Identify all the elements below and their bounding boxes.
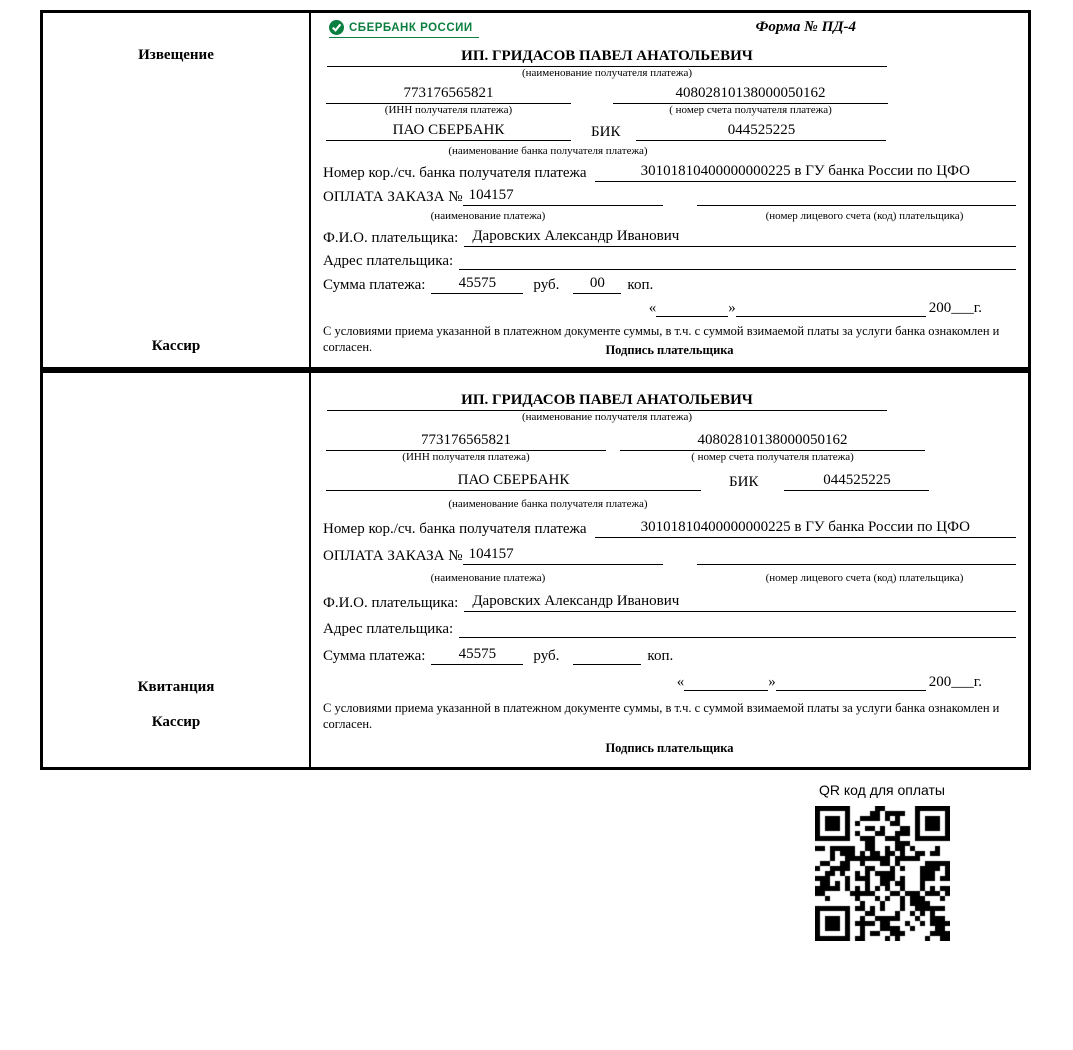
bank-row (323, 471, 1016, 491)
bank-caption: (наименование банка получателя платежа) (448, 145, 648, 157)
purpose-label: ОПЛАТА ЗАКАЗА № (323, 189, 463, 205)
kop-label: коп. (627, 277, 654, 293)
date-row (323, 298, 1016, 317)
recipient-caption: (наименование получателя платежа) (521, 67, 693, 79)
notice-section (40, 10, 1031, 370)
address-label: Адрес плательщика: (323, 621, 454, 637)
address-label: Адрес плательщика: (323, 253, 454, 269)
inn-account-row (323, 431, 1016, 464)
payer-label: Ф.И.О. плательщика: (323, 230, 459, 246)
year-label: 200___г. (928, 674, 982, 690)
quote-close: » (728, 300, 736, 316)
amount-rub: 45575 (431, 645, 523, 665)
payer-account-line (697, 546, 1016, 565)
qr-code-image (815, 806, 950, 941)
bik-label: БИК (591, 124, 621, 140)
account-group (613, 84, 888, 117)
recipient-name: ИП. ГРИДАСОВ ПАВЕЛ АНАТОЛЬЕВИЧ (327, 391, 887, 411)
order-number: 104157 (463, 186, 663, 206)
receipt-form-body (311, 373, 1028, 767)
inn-value: 773176565821 (326, 84, 571, 104)
recipient-name: ИП. ГРИДАСОВ ПАВЕЛ АНАТОЛЬЕВИЧ (327, 47, 887, 67)
sberbank-logo-text: СБЕРБАНК РОССИИ (349, 21, 473, 34)
bik-label: БИК (729, 474, 759, 490)
purpose-row (323, 545, 1016, 565)
corr-row (323, 518, 1016, 538)
address-value (459, 619, 1016, 638)
quote-close: » (768, 674, 776, 690)
qr-caption: QR код для оплаты (818, 782, 945, 798)
amount-label: Сумма платежа: (323, 648, 426, 664)
date-day-line (684, 672, 768, 691)
corr-value: 30101810400000000225 в ГУ банка России по ЦФО (595, 518, 1016, 538)
bank-name: ПАО СБЕРБАНК (326, 121, 571, 141)
address-value (459, 251, 1016, 270)
date-row (323, 672, 1016, 691)
sberbank-logo-icon (329, 20, 344, 35)
kop-label: коп. (647, 648, 674, 664)
address-row (323, 619, 1016, 638)
account-caption: ( номер счета получателя платежа) (691, 451, 854, 463)
address-row (323, 251, 1016, 270)
year-label: 200___г. (928, 300, 982, 316)
account-value: 40802810138000050162 (613, 84, 888, 104)
account-group (620, 431, 925, 464)
quote-open: « (676, 674, 685, 690)
quote-open: « (648, 300, 657, 316)
receipt-title: Квитанция (137, 679, 215, 695)
payer-label: Ф.И.О. плательщика: (323, 595, 459, 611)
payer-account-line (697, 187, 1016, 206)
cashier-label: Кассир (151, 714, 201, 730)
corr-label: Номер кор./сч. банка получателя платежа (323, 521, 587, 537)
purpose-caption: (наименование платежа) (430, 572, 546, 584)
bank-caption-row (323, 145, 1016, 158)
payer-name: Даровских Александр Иванович (464, 592, 1016, 612)
bank-caption-row (323, 498, 1016, 511)
corr-row (323, 162, 1016, 182)
recipient-block (327, 47, 887, 80)
sberbank-logo (329, 19, 479, 38)
bank-row (323, 121, 1016, 141)
purpose-caption: (наименование платежа) (430, 210, 546, 222)
date-month-line (736, 298, 926, 317)
notice-form-body (311, 13, 1028, 367)
corr-value: 30101810400000000225 в ГУ банка России по ЦФО (595, 162, 1016, 182)
receipt-section (40, 370, 1031, 770)
date-month-line (776, 672, 926, 691)
notice-title: Извещение (138, 47, 214, 63)
rub-label: руб. (533, 277, 560, 293)
receipt-left-column (43, 373, 311, 767)
bik-value: 044525225 (784, 471, 929, 491)
cashier-label: Кассир (151, 338, 201, 354)
purpose-row (323, 186, 1016, 206)
signature-label: Подпись плательщика (605, 741, 734, 755)
inn-group (326, 84, 571, 117)
recipient-caption: (наименование получателя платежа) (521, 411, 693, 423)
notice-left-column (43, 13, 311, 367)
account-caption: ( номер счета получателя платежа) (669, 104, 832, 116)
inn-account-row (323, 84, 1016, 117)
payer-row (323, 227, 1016, 247)
purpose-label: ОПЛАТА ЗАКАЗА № (323, 548, 463, 564)
account-value: 40802810138000050162 (620, 431, 925, 451)
order-number: 104157 (463, 545, 663, 565)
recipient-block (327, 391, 887, 424)
bank-name: ПАО СБЕРБАНК (326, 471, 701, 491)
payer-row (323, 592, 1016, 612)
bank-caption: (наименование банка получателя платежа) (448, 498, 648, 510)
agreement-text: С условиями приема указанной в платежном документе суммы, в т.ч. с суммой взимаемой платы за услуги банка ознакомлен и согласен. (323, 701, 1000, 731)
form-number: Форма № ПД-4 (755, 19, 856, 35)
inn-group (326, 431, 606, 464)
corr-label: Номер кор./сч. банка получателя платежа (323, 165, 587, 181)
agreement-text: С условиями приема указанной в платежном документе суммы, в т.ч. с суммой взимаемой платы за услуги банка ознакомлен и согласен. (323, 324, 1000, 354)
amount-row (323, 645, 1016, 665)
purpose-caption-row (323, 210, 1016, 223)
qr-section (792, 782, 972, 941)
payer-name: Даровских Александр Иванович (464, 227, 1016, 247)
notice-header-row (323, 19, 1016, 43)
amount-label: Сумма платежа: (323, 277, 426, 293)
inn-value: 773176565821 (326, 431, 606, 451)
inn-caption: (ИНН получателя платежа) (384, 104, 513, 116)
purpose-caption-row (323, 572, 1016, 585)
bik-value: 044525225 (636, 121, 886, 141)
amount-kop (573, 646, 641, 665)
rub-label: руб. (533, 648, 560, 664)
payer-account-caption: (номер лицевого счета (код) плательщика) (765, 210, 964, 222)
amount-row (323, 274, 1016, 294)
amount-kop: 00 (573, 274, 621, 294)
payer-account-caption: (номер лицевого счета (код) плательщика) (765, 572, 964, 584)
amount-rub: 45575 (431, 274, 523, 294)
signature-label: Подпись плательщика (605, 343, 734, 357)
date-day-line (656, 298, 728, 317)
inn-caption: (ИНН получателя платежа) (402, 451, 530, 463)
